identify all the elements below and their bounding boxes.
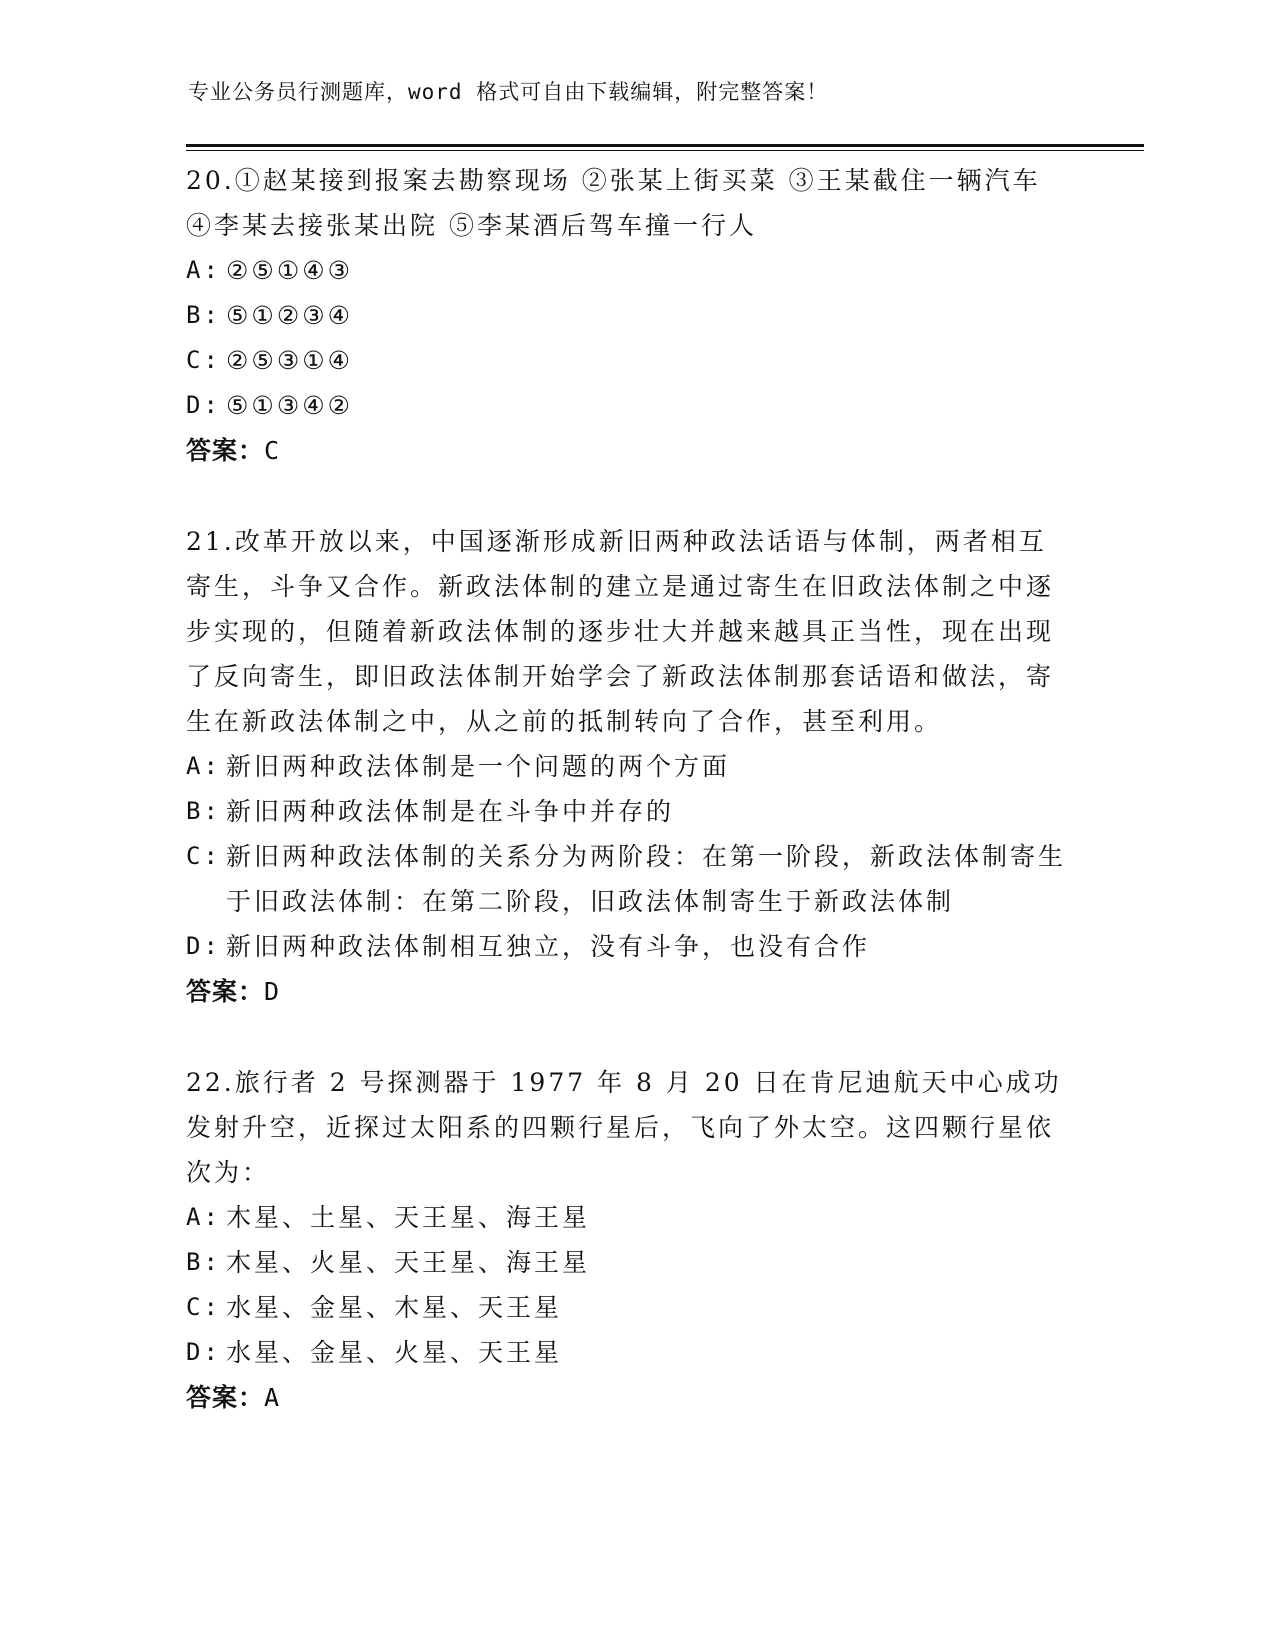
answer-label: 答案： — [186, 436, 265, 465]
option-text: 木星、火星、天王星、海王星 — [226, 1248, 591, 1277]
answer-label: 答案： — [186, 977, 265, 1006]
option-c — [186, 338, 1066, 383]
option-d — [186, 1330, 1066, 1375]
option-a — [186, 248, 1066, 293]
option-c — [186, 834, 1066, 924]
option-letter: D: — [186, 932, 221, 960]
option-letter: A: — [186, 256, 221, 284]
question-list — [186, 158, 1066, 1420]
question-22 — [186, 1060, 1066, 1420]
option-text: 木星、土星、天王星、海王星 — [226, 1203, 591, 1232]
option-letter: C: — [186, 1293, 221, 1321]
question-20 — [186, 158, 1066, 473]
header-divider-thick — [186, 144, 1144, 147]
answer-value: C — [264, 436, 281, 465]
option-b — [186, 789, 1066, 834]
option-d — [186, 383, 1066, 428]
option-letter: D: — [186, 1338, 221, 1366]
option-a — [186, 744, 1066, 789]
answer-label: 答案： — [186, 1383, 265, 1412]
option-text: 新旧两种政法体制是一个问题的两个方面 — [226, 752, 731, 781]
option-text: ②⑤①④③ — [226, 256, 354, 285]
question-stem: 20.①赵某接到报案去勘察现场 ②张某上街买菜 ③王某截住一辆汽车 ④李某去接张某出院 ⑤李某酒后驾车撞一行人 — [186, 166, 1041, 240]
option-text: 水星、金星、火星、天王星 — [226, 1338, 563, 1367]
option-a — [186, 1195, 1066, 1240]
question-stem: 21.改革开放以来，中国逐渐形成新旧两种政法话语与体制，两者相互寄生，斗争又合作。新政法体制的建立是通过寄生在旧政法体制之中逐步实现的，但随着新政法体制的逐步壮大并越来越具正当性，现在出现了反向寄生，即旧政法体制开始学会了新政法体制那套话语和做法，寄生在新政法体制之中，从之前的抵制转向了合作，甚至利用。 — [186, 527, 1055, 736]
option-text: 新旧两种政法体制是在斗争中并存的 — [226, 797, 675, 826]
option-text: ⑤①③④② — [226, 391, 354, 420]
question-21 — [186, 519, 1066, 1014]
option-b — [186, 293, 1066, 338]
option-letter: A: — [186, 752, 221, 780]
answer-line — [186, 1375, 1066, 1420]
option-letter: B: — [186, 797, 221, 825]
option-letter: C: — [186, 346, 221, 374]
question-stem: 22.旅行者 2 号探测器于 1977 年 8 月 20 日在肯尼迪航天中心成功发射升空，近探过太阳系的四颗行星后，飞向了外太空。这四颗行星依次为： — [186, 1068, 1062, 1187]
option-letter: A: — [186, 1203, 221, 1231]
option-text: 水星、金星、木星、天王星 — [226, 1293, 563, 1322]
option-d — [186, 924, 1066, 969]
answer-line — [186, 969, 1066, 1014]
option-text: ⑤①②③④ — [226, 301, 354, 330]
answer-line — [186, 428, 1066, 473]
header-divider-thin — [186, 150, 1144, 151]
option-b — [186, 1240, 1066, 1285]
option-c — [186, 1285, 1066, 1330]
page-header-note: 专业公务员行测题库，word 格式可自由下载编辑，附完整答案！ — [188, 80, 829, 104]
answer-value: A — [264, 1383, 281, 1412]
option-letter: B: — [186, 301, 221, 329]
option-text: 新旧两种政法体制的关系分为两阶段：在第一阶段，新政法体制寄生于旧政法体制：在第二阶段，旧政法体制寄生于新政法体制 — [226, 842, 1067, 916]
option-letter: B: — [186, 1248, 221, 1276]
answer-value: D — [264, 977, 281, 1006]
option-letter: D: — [186, 391, 221, 419]
option-text: ②⑤③①④ — [226, 346, 354, 375]
option-text: 新旧两种政法体制相互独立，没有斗争，也没有合作 — [226, 932, 871, 961]
option-letter: C: — [186, 842, 221, 870]
